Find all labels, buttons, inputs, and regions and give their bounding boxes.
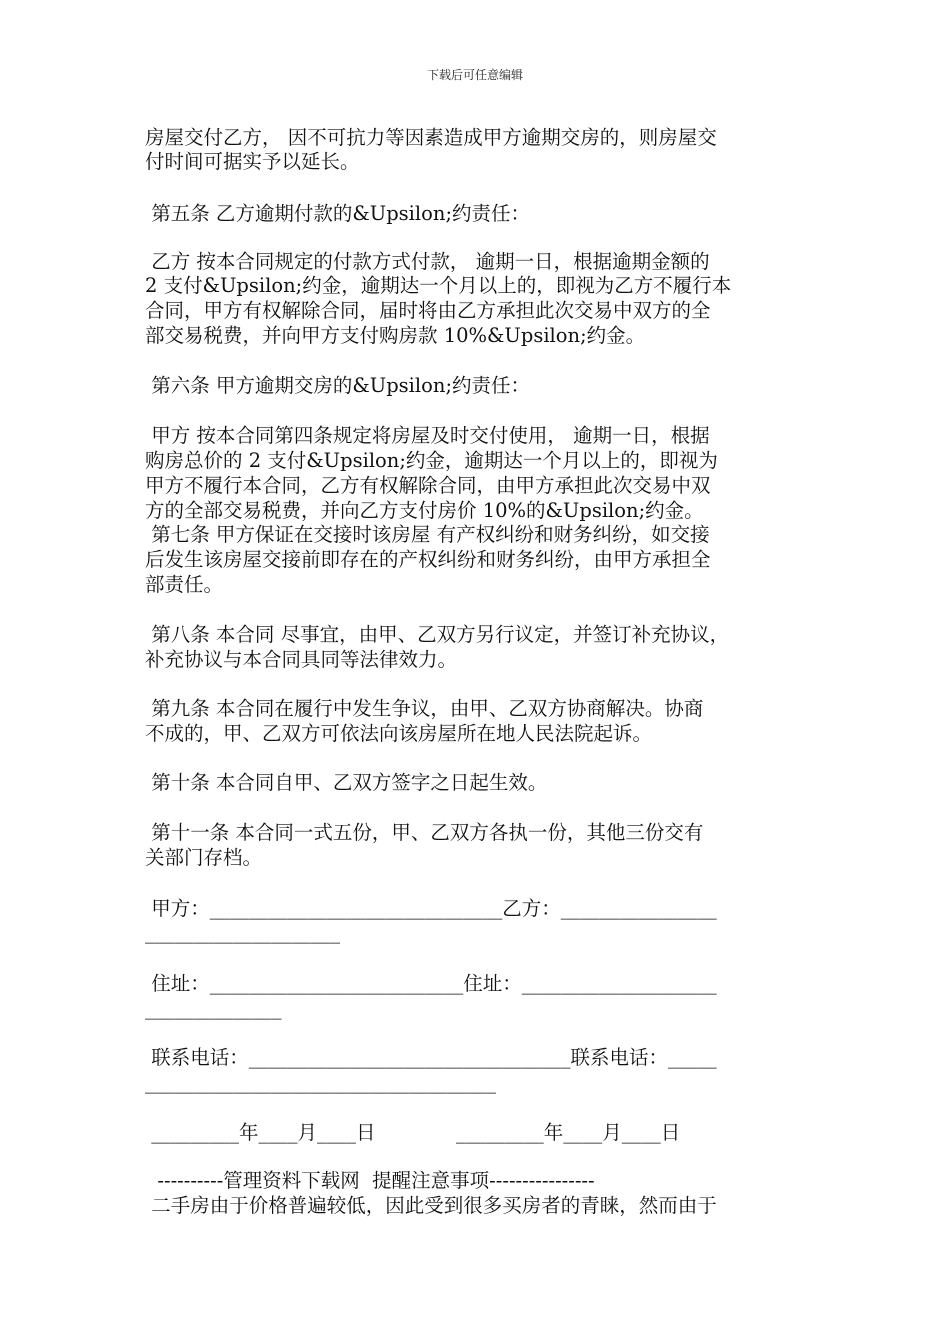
article-heading: 第五条 乙方逾期付款的&Upsilon;约责任： bbox=[145, 202, 531, 225]
article-heading: 第八条 本合同 尽事宜，由甲、乙双方另行议定，并签订补充协议， bbox=[145, 623, 730, 646]
text-line: 付时间可据实予以延长。 bbox=[145, 150, 360, 173]
article-heading: 第十一条 本合同一式五份，甲、乙双方各执一份，其他三份交有 bbox=[145, 821, 704, 844]
text-line: 方的全部交易税费，并向乙方支付房价 10%的&Upsilon;约金。 bbox=[145, 499, 704, 522]
signature-line-address: 住址：__________________________住址：____________________ bbox=[145, 972, 717, 995]
text-line: 关部门存档。 bbox=[145, 846, 263, 869]
text-line: 后发生该房屋交接前即存在的产权纠纷和财务纠纷，由甲方承担全 bbox=[145, 548, 711, 571]
text-line: 部交易税费，并向甲方支付购房款 10%&Upsilon;约金。 bbox=[145, 324, 646, 347]
text-line: 乙方 按本合同规定的付款方式付款， 逾期一日，根据逾期金额的 bbox=[145, 250, 710, 273]
signature-line-address: ______________ bbox=[145, 997, 282, 1020]
text-line: 部责任。 bbox=[145, 573, 224, 596]
notice-divider: ----------管理资料下载网 提醒注意事项---------------- bbox=[145, 1169, 595, 1192]
article-heading: 第十条 本合同自甲、乙双方签字之日起生效。 bbox=[145, 771, 548, 794]
text-line: 甲方 按本合同第四条规定将房屋及时交付使用， 逾期一日，根据 bbox=[145, 424, 710, 447]
text-line: 补充协议与本合同具同等法律效力。 bbox=[145, 648, 458, 671]
text-line: 购房总价的 2 支付&Upsilon;约金，逾期达一个月以上的，即视为 bbox=[145, 449, 718, 472]
text-line: 2 支付&Upsilon;约金，逾期达一个月以上的，即视为乙方不履行本 bbox=[145, 274, 732, 297]
text-line: 甲方不履行本合同，乙方有权解除合同，由甲方承担此次交易中双 bbox=[145, 474, 711, 497]
page-header: 下载后可任意编辑 bbox=[426, 68, 523, 82]
text-line: 房屋交付乙方， 因不可抗力等因素造成甲方逾期交房的，则房屋交 bbox=[145, 126, 717, 149]
signature-line-phone: 联系电话：_________________________________联系电话：_____ bbox=[145, 1046, 717, 1069]
signature-line-phone: ____________________________________ bbox=[145, 1071, 496, 1094]
signature-line-date: _________年____月____日 _________年____月____日 bbox=[145, 1121, 681, 1144]
text-line: 二手房由于价格普遍较低，因此受到很多买房者的青睐，然而由于 bbox=[145, 1194, 717, 1217]
article-heading: 第六条 甲方逾期交房的&Upsilon;约责任： bbox=[145, 374, 531, 397]
article-heading: 第九条 本合同在履行中发生争议，由甲、乙双方协商解决。协商 bbox=[145, 697, 704, 720]
signature-line-party: 甲方：______________________________乙方：________________ bbox=[145, 897, 717, 920]
signature-line-party: ____________________ bbox=[145, 921, 340, 944]
text-line: 合同，甲方有权解除合同，届时将由乙方承担此次交易中双方的全 bbox=[145, 299, 711, 322]
text-line: 不成的，甲、乙双方可依法向该房屋所在地人民法院起诉。 bbox=[145, 722, 653, 745]
article-heading: 第七条 甲方保证在交接时该房屋 有产权纠纷和财务纠纷，如交接 bbox=[145, 523, 710, 546]
